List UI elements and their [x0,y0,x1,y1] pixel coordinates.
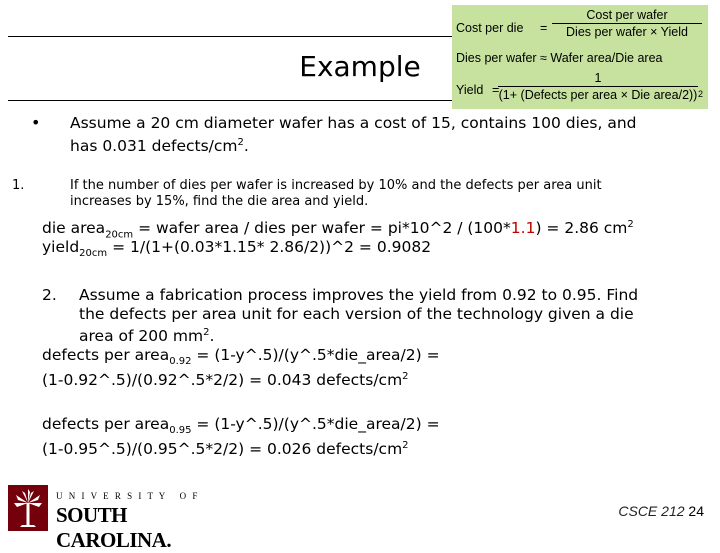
answer-1-yield: yield$_{20cm}$ = 1/(1+(0.03*1.15* 2.86/2))^2 = 0.9082 [42,238,432,260]
yield-denominator: (1+ (Defects per area × Die area/2)) [498,88,698,102]
title-rule-top [8,36,452,37]
cost-per-die-label: Cost per die [456,21,524,35]
question-1-line-1: If the number of dies per wafer is increased by 10% and the defects per area unit [70,178,602,193]
dies-per-wafer-formula: Dies per wafer ≈ Wafer area/Die area [456,51,663,65]
formula-box [452,5,708,109]
question-2-line-1: Assume a fabrication process improves the yield from 0.92 to 0.95. Find [79,286,639,304]
answer-3-line-1: defects per area$_{0.95}$ = (1-y^.5)/(y^.5*die_area/2) = [42,415,440,437]
logo-university-of: U N I V E R S I T Y O F [56,491,200,501]
course-code: CSCE 212 [618,503,685,519]
bullet-line-2: has 0.031 defects/$cm^2$. [70,137,249,156]
title-rule-bottom [8,100,452,101]
slide-footer [618,503,704,519]
yield-equals: = [492,83,500,97]
yield-numerator: 1 [594,71,602,85]
question-2-number: 2. [42,286,57,304]
yield-exponent: 2 [698,89,704,99]
slide-title: Example [299,50,421,83]
question-1-number: 1. [12,178,25,193]
university-logo [8,485,236,552]
answer-2-line-2: (1-0.92^.5)/(0.92^.5*2/2) = 0.043 defects/$cm^2$ [42,371,409,390]
bullet-symbol: • [31,113,41,132]
cost-per-die-denominator: Dies per wafer × Yield [566,25,688,39]
page-number: 24 [688,503,704,519]
cost-per-die-equals: = [540,21,548,35]
cost-per-die-numerator: Cost per wafer [586,8,668,22]
yield-label: Yield [456,83,484,97]
logo-south-carolina: SOUTH CAROLINA. [56,503,172,552]
yield-fraction [498,71,698,102]
cost-per-die-fraction [552,8,702,39]
question-1-line-2: increases by 15%, find the die area and yield. [70,194,369,209]
answer-1-die-area: die area$_{20cm}$ = wafer area / dies per wafer = pi*10^2 / (100*1.1) = 2.86 $cm^2$ [42,219,634,241]
answer-2-line-1: defects per area$_{0.92}$ = (1-y^.5)/(y^.5*die_area/2) = [42,346,440,368]
bullet-line-1: Assume a 20 cm diameter wafer has a cost of 15, contains 100 dies, and [70,114,637,132]
question-2-line-2: the defects per area unit for each version of the technology given a die [79,305,634,323]
answer-3-line-2: (1-0.95^.5)/(0.95^.5*2/2) = 0.026 defects/$cm^2$ [42,440,409,459]
question-2-line-3: area of 200 $mm^2$. [79,327,215,346]
